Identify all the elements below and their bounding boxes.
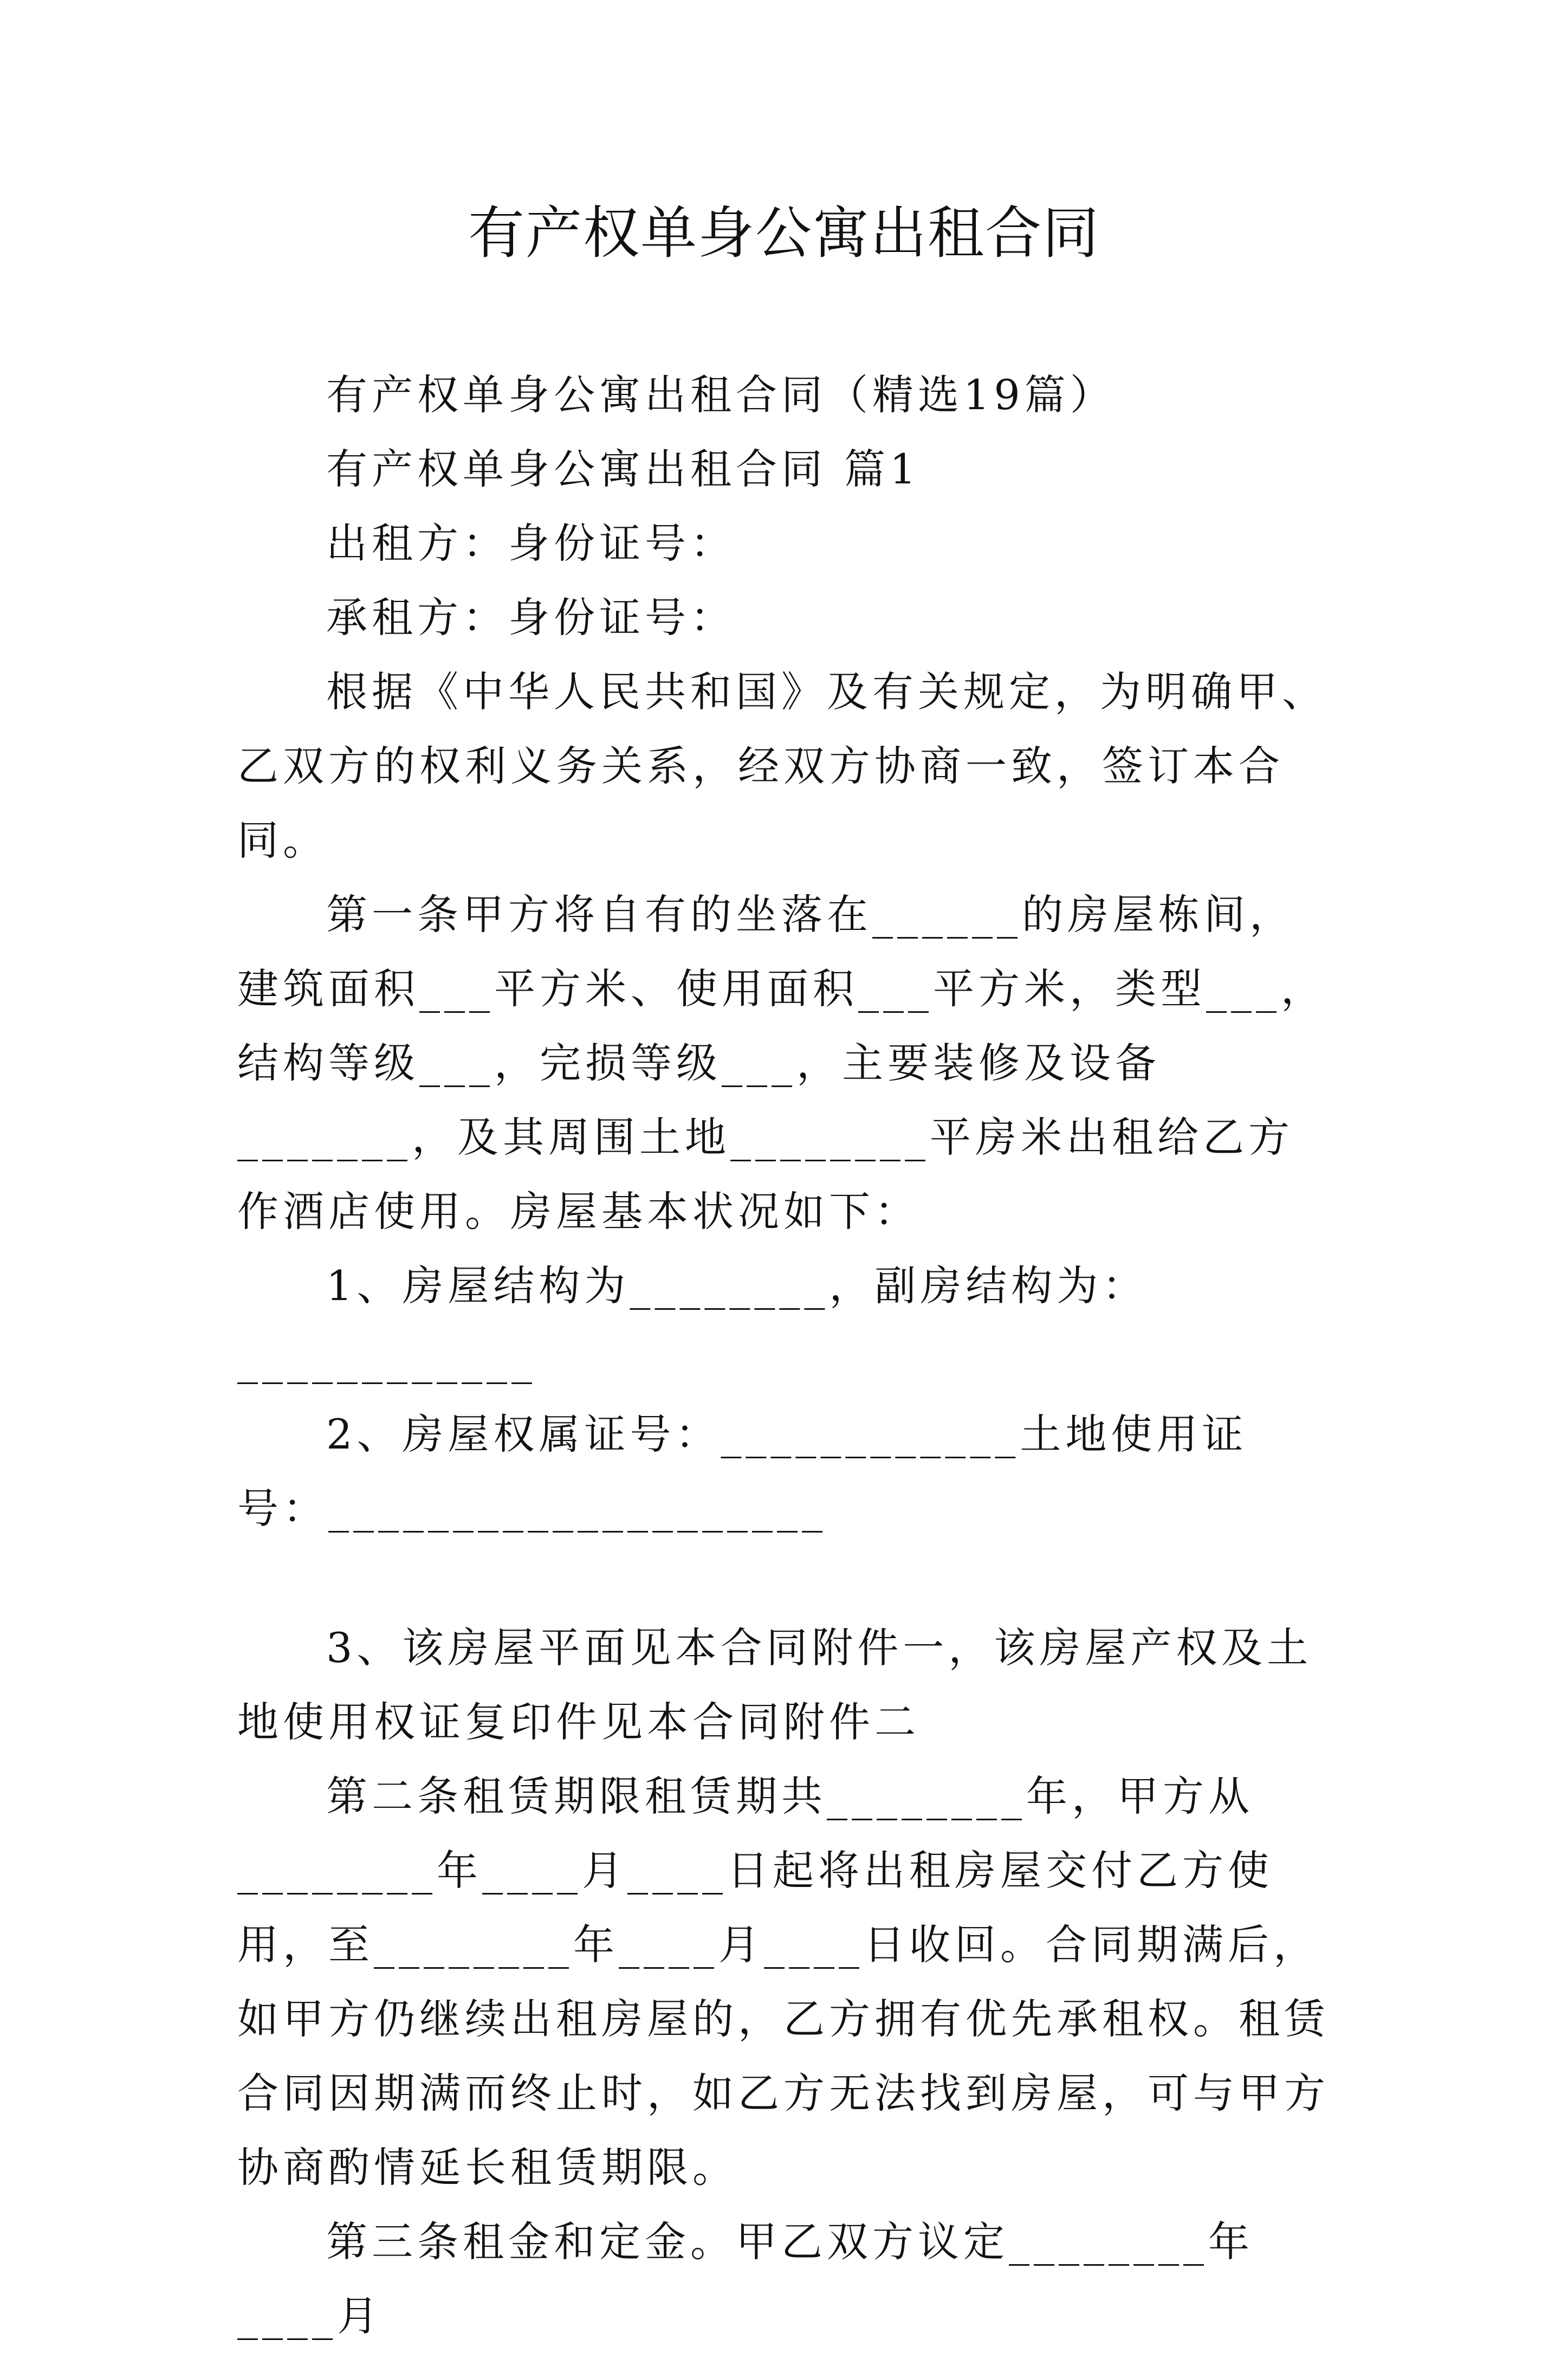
- paragraph-article-two: 第二条租赁期限租赁期共________年，甲方从________年____月____日起将出租房屋交付乙方使用，至________年____月____日收回。合同期满后，如甲方仍继续出租房屋的，乙方拥有优先承租权。租赁合同因期满而终止时，如乙方无法找到房屋，可与甲方协商酌情延长租赁期限。: [237, 1772, 1330, 2192]
- paragraph-article-three: 第三条租金和定金。甲乙双方议定________年____月: [237, 2218, 1254, 2340]
- paragraph-house-structure: 1、房屋结构为________，副房结构为：____________: [237, 1262, 1148, 1384]
- document-title: 有产权单身公寓出租合同: [468, 200, 1100, 266]
- paragraph-collection-title: 有产权单身公寓出租合同（精选19篇）: [326, 371, 1116, 419]
- document-body: [237, 358, 1337, 2353]
- paragraph-lessor-id: 出租方：身份证号：: [326, 519, 736, 567]
- paragraph-lessee-id: 承租方：身份证号：: [326, 593, 736, 642]
- paragraph-article-heading: 有产权单身公寓出租合同 篇1: [326, 445, 921, 493]
- paragraph-title-certificates: 2、房屋权属证号：____________土地使用证号：____________________: [237, 1410, 1248, 1533]
- paragraph-article-one: 第一条甲方将自有的坐落在______的房屋栋间，建筑面积___平方米、使用面积___平方米，类型___，结构等级___，完损等级___，主要装修及设备_______，及其周围土地________平房米出租给乙方作酒店使用。房屋基本状况如下：: [237, 890, 1326, 1236]
- paragraph-attachments: 3、该房屋平面见本合同附件一，该房屋产权及土地使用权证复印件见本合同附件二: [237, 1624, 1313, 1746]
- paragraph-preamble: 根据《中华人民共和国》及有关规定，为明确甲、乙双方的权利义务关系，经双方协商一致，签订本合同。: [237, 668, 1327, 864]
